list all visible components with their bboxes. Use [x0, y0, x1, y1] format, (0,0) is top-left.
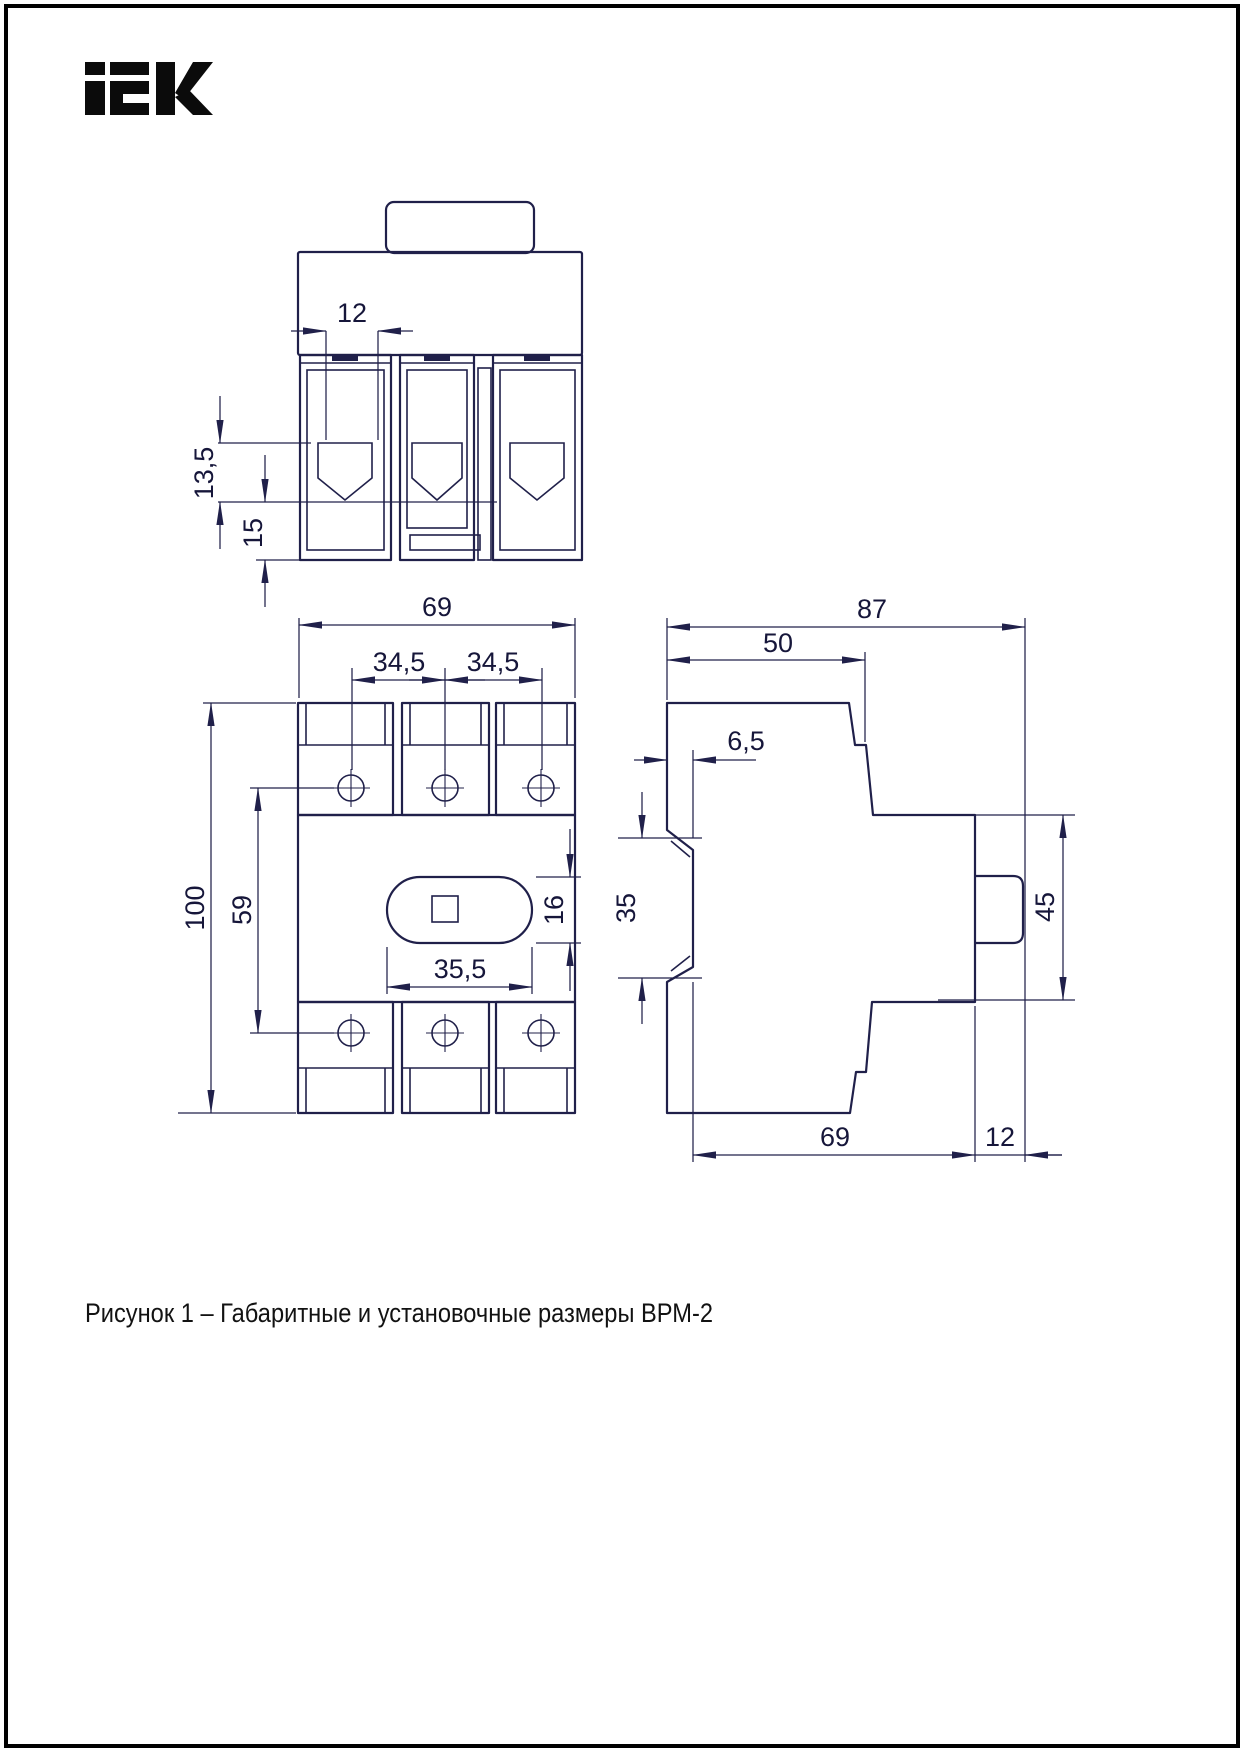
- dim-label-45: 45: [1030, 891, 1060, 923]
- dim-rail-35: [611, 792, 702, 1024]
- screw-icon: [426, 1014, 464, 1052]
- screw-icon: [332, 1014, 370, 1052]
- dim-label-12: 12: [336, 298, 368, 328]
- screw-slot-mark: [424, 356, 450, 361]
- iek-logo: [85, 62, 213, 115]
- mounting-screws-bottom: [332, 1014, 560, 1052]
- dim-label-35: 35: [611, 892, 641, 924]
- dim-handle-width-35-5: [387, 947, 532, 994]
- dim-label-59: 59: [227, 894, 257, 926]
- din-clip-bar: [410, 535, 480, 550]
- dim-pole-pitch: [352, 647, 542, 770]
- dim-depth-top-50: [667, 628, 865, 742]
- dim-ledge-6-5: [634, 726, 765, 838]
- logo-k-stem: [156, 62, 175, 115]
- dim-terminal-offset-12: [975, 1122, 1062, 1155]
- dim-label-15: 15: [238, 517, 268, 549]
- dim-label-35-5: 35,5: [433, 954, 487, 984]
- dim-label-13-5: 13,5: [189, 446, 219, 500]
- logo-e-top-bar: [110, 62, 149, 75]
- rail-hook-top: [671, 841, 690, 857]
- dim-depth-upper: [189, 396, 497, 549]
- dim-depth-lower: [238, 455, 300, 607]
- screw-slot-mark: [524, 356, 550, 361]
- top-view-terminal-3: [493, 355, 582, 560]
- dim-label-34-5-right: 34,5: [466, 647, 520, 677]
- wire-cavity: [412, 443, 462, 500]
- dim-screw-span-59: [227, 788, 334, 1033]
- handle-toggle: [432, 896, 458, 922]
- rail-hook-bottom: [671, 956, 690, 971]
- side-terminal-bump: [975, 876, 1023, 943]
- handle-recess: [387, 877, 532, 943]
- logo-i-dot: [85, 62, 105, 75]
- screw-icon: [426, 769, 464, 807]
- dim-label-6-5: 6,5: [727, 726, 765, 756]
- side-profile: [667, 703, 975, 1113]
- page-border: [6, 6, 1238, 1746]
- dim-label-87: 87: [856, 594, 888, 624]
- dim-label-16: 16: [539, 894, 569, 926]
- top-view: [189, 202, 582, 607]
- mounting-screws-top: [332, 769, 560, 807]
- dim-slot-width: [291, 298, 413, 440]
- top-view-terminal-1: [300, 355, 391, 560]
- wire-cavity: [318, 443, 372, 500]
- front-view: [178, 592, 581, 1113]
- screw-icon: [522, 769, 560, 807]
- dim-terminal-height-45: [938, 815, 1075, 1000]
- dim-label-50: 50: [762, 628, 794, 658]
- screw-icon: [332, 769, 370, 807]
- dim-label-12-side: 12: [984, 1122, 1016, 1152]
- figure-caption: Рисунок 1 – Габаритные и установочные размеры ВРМ-2: [85, 1298, 713, 1328]
- front-bottom-terminals: [298, 1002, 575, 1113]
- dim-label-69: 69: [421, 592, 453, 622]
- dim-label-69-side: 69: [819, 1122, 851, 1152]
- dim-depth-total-87: [667, 594, 1025, 1162]
- screw-icon: [522, 1014, 560, 1052]
- top-view-terminal-2: [400, 355, 480, 560]
- top-view-handle: [386, 202, 534, 253]
- dim-width-69: [299, 592, 575, 698]
- side-view: [611, 594, 1075, 1162]
- wire-cavity: [510, 443, 564, 500]
- dim-label-100: 100: [180, 885, 210, 931]
- logo-e-body: [110, 81, 149, 115]
- din-clip-rail: [478, 368, 491, 560]
- logo-k-upper-arm: [175, 62, 213, 99]
- screw-slot-mark: [332, 356, 358, 361]
- dim-label-34-5-left: 34,5: [372, 647, 426, 677]
- logo-i-stem: [85, 81, 105, 115]
- dim-depth-body-69: [693, 982, 975, 1162]
